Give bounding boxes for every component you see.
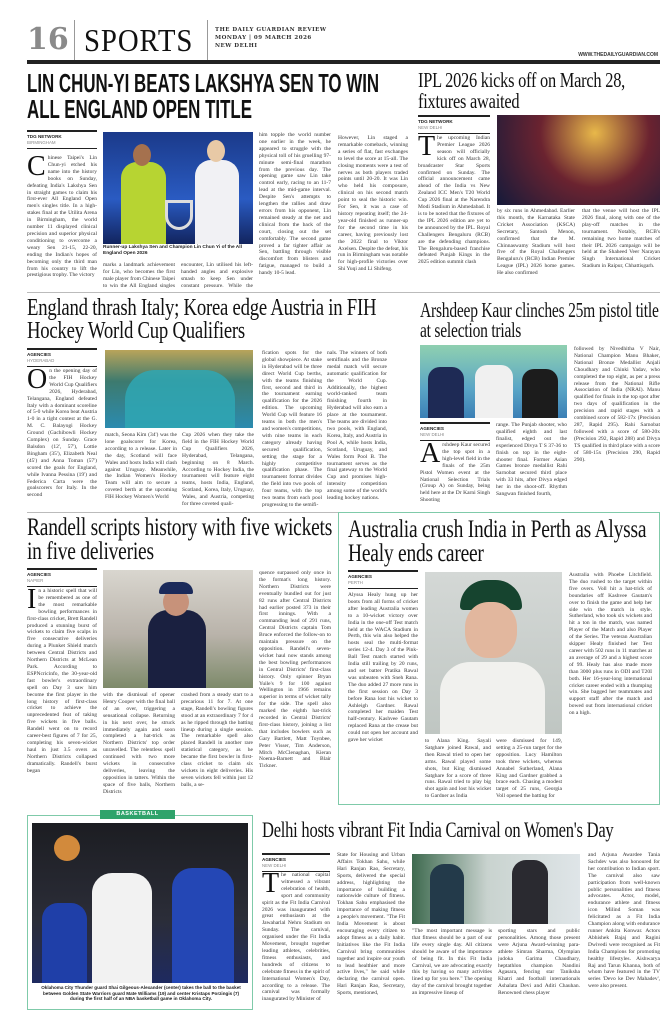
dateline: NEW DELHI — [262, 863, 330, 872]
dateline: HYDERABAD — [27, 358, 97, 367]
dateline: NAPIER — [27, 578, 97, 587]
basketball-game-photo — [32, 823, 248, 983]
lakshya-lin-photo — [103, 132, 253, 244]
city: NEW DELHI — [215, 43, 258, 49]
article-body: and Arjuna Awardee Tania Sachdev was also honoured for her contribution to Indian sport. The carnival also saw participation from well-known public personalities and fitness advocates. Actor, model, endurance athlete and fitness icon Milind Soman was felicitated as a Fit India Champion along with endurance runner Ankita Konwar. Actors Abhishek Bajaj and Ragini Dwivedi were recognised as Fit India Champions for promoting healthy lifestyles. Aishwarya Raj and Tarun Khanna, both of whom have featured in the TV series 'Devo ke Dev Mahadev', were also present. — [588, 852, 660, 990]
agency: AGENCIES — [27, 352, 51, 357]
photo-caption: Runner-up Lakshya Sen and Champion Lin Chun Yi of the All England Open 2026 — [103, 245, 242, 256]
article-body — [420, 442, 490, 510]
divider — [207, 20, 208, 60]
article-body — [27, 155, 97, 290]
article-body: Australia with Phoebe Litchfield. The duo rushed to the target within five overs. Voll hit a hat-trick of boundaries off Kashvee Gautam's over to finish the game and help her side win the match in style. Sutherland, who took six wickets and hit a ton in the match, was named Player of the Match and also Player of the Series. The veteran Australian skipper Healy finished her Test career with 502 runs in 11 matches at an average of 29 and a highest score of 99. Healy has also made more than 3000 plus runs in ODI and T20I both. Her 16-year-long international cricket career ended with a thumping win. She bagged her teammates and support staff after the match and bowed out from international cricket on a high. — [569, 572, 652, 717]
lead-headline: LIN CHUN-YI BEATS LAKSHYA SEN TO WIN ALL ENGLAND OPEN TITLE — [27, 68, 380, 124]
drop-cap: A — [420, 442, 441, 469]
agency: AGENCIES — [27, 572, 51, 577]
article-body — [27, 368, 97, 510]
dateline: NEW DELHI — [418, 125, 490, 134]
issue-date: MONDAY | 09 MARCH 2026 — [215, 35, 312, 41]
dateline: BIRMINGHAM — [27, 140, 97, 149]
article-body: nals. The winners of both semifinals and the Bronze medal match will secure automatic qualification for the World Cup. Additionally, the highest world-ranked team finishing fourth in Hyderabad will also earn a place at the tournament. The teams are divided into two pools, with England, Korea, Italy, and Austria in Pool A, while hosts India, Scotland, Uruguay, and Wales form Pool B. The tournament serves as the final gateway to the World Cup and promises high-intensity competition among some of the world's leading hockey nations. — [327, 350, 387, 502]
website-link[interactable]: WWW.THEDAILYGUARDIAN.COM — [578, 52, 658, 58]
byline — [27, 348, 97, 367]
byline — [27, 130, 97, 149]
header-rule — [27, 60, 660, 64]
delhi-headline: Delhi hosts vibrant Fit India Carnival on Women's Day — [262, 817, 614, 842]
divider — [74, 20, 75, 60]
article-text: rshdeep Kaur secured the top spot in a high-level field in the finals of the 25m Pistol Women event at the National Selection Trials (Group A) on Sunday, being held here at the Dr Karni Singh Shooting — [420, 442, 490, 504]
article-body: encounter, Lin utilised his left-handed angles and explosive smash to keep Sen under constant pressure. While the — [181, 262, 253, 289]
article-text: hinese Taipei's Lin Chun-yi etched his name into the history books on Sunday, defeating India's Lakshya Sen in straight games to claim his first-ever All England Open men's singles title. In a high-stakes final at the Utilita Arena in Birmingham, the world number 11 displayed clinical precision and superior physical conditioning to overcome a weary Sen 21-15, 22-20, ending the Indian's hopes of becoming only the third man from his country to lift the prestigious trophy. The victory — [27, 155, 97, 279]
article-body: followed by Nivedhitha V Nair, National Champion Manu Bhaker, National Bronze Medallist Anjali Choudhary and Chinki Yadav, who completed the top eight, as per a press release from the National Rifle Association of India (NRAI). Manu qualified for finals in the top spot after two days of qualification in the precision and rapid stages with a combined score of 582-17x (Precision 287, Rapid 295). Rahi Sarnobat followed with a score of 580-20x (Precision 292, Rapid 288) and Divya TS qualified in third place with a score of 580-15x (Precision 290, Rapid 290). — [574, 346, 660, 463]
article-body: State for Housing and Urban Affairs Tokhan Sahu, while Hari Ranjan Rao, Secretary, Sports, delivered the special address, highlighting the importance of building a nationwide culture of fitness. Tokhan Sahu emphasised the importance of making fitness a people's movement. "The Fit India Movement is about encouraging every citizen to adopt fitness as a daily habit. Initiatives like the Fit India Carnival bring communities together and inspire our youth to lead healthier and more active lives," he said while declaring the carnival open. Hari Ranjan Rao, Secretary, Sports, mentioned, — [337, 852, 405, 997]
agency: AGENCIES — [262, 857, 286, 862]
masthead — [215, 26, 327, 50]
fit-india-carnival-photo — [412, 854, 580, 924]
byline — [418, 115, 490, 134]
rcb-celebration-photo — [497, 115, 660, 205]
article-body: that the venue will host the IPL 2026 final, along with one of the play-off matches in the tournament. Notably, RCB's remaining two home matches of their IPL 2026 campaign will be held at the Shaheed Veer Narayan Singh International Cricket Stadium in Raipur, Chhattisgarh. — [582, 208, 660, 270]
article-body — [262, 872, 330, 1022]
article-body: Cup 2026 when they take the field in the FIH Hockey World Cup Qualifiers 2026, Hyderabad, Telangana, beginning on 8 March. According to Hockey India, the tournament will feature eight teams, hosts India, England, Scotland, Korea, Italy, Uruguay, Wales, and Austria, competing for three coveted quali- — [182, 432, 254, 508]
australia-headline: Australia crush India in Perth as Alyssa Healy ends career — [348, 516, 647, 567]
drop-cap: O — [27, 368, 48, 395]
dateline: PERTH — [348, 580, 418, 589]
article-body: "The most important message is that fitness should be a part of our life every single day. All citizens should be aware of the importance of being fit. In this Fit India Carnival, we are advocating exactly this by having so many activities lined up for you here." The opening day of the carnival brought together an impressive lineup of — [412, 928, 492, 997]
article-text: n the opening day of the FIH Hockey World Cup Qualifiers 2026, Hyderabad, Telangana, England defeated Italy with a dominant scoreline of 5-0 while Korea beat Austria 1-0 in a tight contest at the G. M. C. Balayogi Hockey Ground (Gachibowli Hockey Complex) on Sunday. Grace Balsdon (12', 57'), Lottie Bingham (35'), Elizabeth Neal (45') and Anna Toman (57') scored the goals for England, while Ivanna Pessina (19') and Federica Carta were the goalscorers for Italy. In the second — [27, 368, 97, 499]
article-body: range. The Punjab shooter, who qualified eighth and last finalist, edged out the experienced Divya T S 37-36 to finish on top in the eight-shooter final. Former Asian Games bronze medallist Rahi Sarnobat secured third place with 33 hits, after Divya edged her in the shoot-off. Rhythm Sangwan finished fourth, — [496, 422, 567, 498]
photo-caption: Oklahoma City Thunder guard Shai Gilgeous-Alexander (center) takes the ball to the basket between Golden State Warriors guard Mate Williams (19) and center Kristaps Porzingis (7) during the first half of an NBA basketball game in Oklahoma City. — [41, 985, 241, 1002]
article-body: Alyssa Healy hung up her boots from all forms of cricket after leading Australia women to a 10-wicket victory over India in the one-off Test match held at the WACA Stadium in Perth, this win also helped the hosts seal the multi-format series 12-4. Day 3 of the Pink-Ball Test match started with India still trailing by 20 runs, and set batter Pratika Rawal was unbeaten with Sneh Rana. The duo added 27 more runs in the first session on Day 3 before Rana lost his wicket to Ashleigh Gardner. Rawal completed her maiden Test half-century. Kashvee Gautam replaced Rana at the crease but could not open her account and gave her wicket — [348, 592, 418, 744]
randell-photo — [103, 570, 253, 688]
article-body: by six runs in Ahmedabad. Earlier this month, the Karnataka State Cricket Association (KSCA) Secretary, Santosh Menon, confirmed that the M. Chinnaswamy Stadium will host five of the Royal Challengers Bengaluru's (RCB) Indian Premier League (IPL) 2026 home games. He also confirmed — [497, 208, 575, 277]
ipl-headline: IPL 2026 kicks off on March 28, fixtures awaited — [418, 68, 626, 113]
article-body: quence surpassed only once in the format's long history. Northern Districts were eventually bundled out for just 82 runs after Central Districts had earlier posted 373 in their first innings. With a commanding lead of 291 runs, Central Districts captain Tom Bruce enforced the follow-on to maintain pressure on the opposition. Randell's seven-wicket haul now stands among the best bowling performances in Central Districts' first-class history. Only spinner Bryan Yuile's 9 for 100 against Wellington in 1966 remains superior in terms of wicket tally for the side. The spell also marked the eighth hat-trick recorded in Central Districts' first-class history, joining a list that includes bowlers such as Gary Bartlett, Matt Toynbee, Peter Visser, Tim Anderson, Mitch McClenaghan, Kieran Noema-Barnett and Blair Tickner. — [259, 570, 331, 770]
article-body — [27, 588, 97, 800]
byline — [262, 853, 330, 872]
drop-cap: T — [418, 135, 436, 162]
article-body: match, Seona Kim (34') was the lone goalscorer for Korea, according to a release. Later in the day, Scotland will face Wales and hosts India will clash against Uruguay. Meanwhile, the Indian Women's Hockey Team will aim to secure a coveted berth at the upcoming FIH Hockey Women's World — [105, 432, 177, 501]
article-text: he national capital witnessed a vibrant celebration of health, sport and community spirit as the Fit India Carnival 2026 was inaugurated with great enthusiasm at the Jawaharlal Nehru Stadium on Sunday. The carnival, organised under the Fit India Movement, brought together leading athletes, celebrities, fitness enthusiasts, and hundreds of citizens to celebrate fitness in the spirit of International Women's Day, according to a release. The carnival was formally inaugurated by Minister of — [262, 872, 330, 1003]
article-body: However, Lin staged a remarkable comeback, winning a series of flat, fast exchanges to level the score at 15-all. The closing moments were a test of nerves as both players traded points until 20-20. It was Lin who held his composure, clinical on his second match point to seal the historic win. For Sen, it was a case of history repeating itself; the 24-year-old finished as runner-up for the second time in his career, having previously lost the 2022 final to Viktor Axelsen. Despite the defeat, his run in Birmingham was notable for high-profile victories over Shi Yuqi and Li Shifeng. — [338, 135, 408, 273]
drop-cap: C — [27, 155, 46, 182]
article-body: him topple the world number one earlier in the week, he appeared to struggle with the physical toll of his gruelling 97-minute semi-final marathon from the previous day. The opening game saw Lin take control early, racing to an 11-7 lead at the mid-game interval. Despite Sen's attempts to lengthen the rallies and draw errors from his opponent, Lin remained steady at the net and clinical from the back of the court, closing out the set comfortably. The second game proved a far tighter affair as Sen, battling through visible discomfort from blisters and fatigue, managed to build a handy 10-5 lead. — [259, 132, 331, 277]
article-body: crashed from a steady start to a precarious 11 for 7. At one stage, Randell's bowling figures stood at an extraordinary 7 for 4 as he ripped through the batting lineup during a single session. The remarkable spell also placed Randell in another rare statistical category, as he became the first bowler in first-class cricket to claim six wickets in eight deliveries. His seven wickets fell within just 12 balls, a se- — [181, 692, 253, 788]
agency: TDG NETWORK — [27, 134, 62, 139]
hockey-headline: England thrash Italy; Korea edge Austria in FIH Hockey World Cup Qualifiers — [27, 295, 377, 344]
section-title: SPORTS — [84, 22, 194, 58]
divider — [27, 292, 660, 293]
article-body: with the dismissal of opener Henry Cooper with the final ball of an over, triggering a sensational collapse. Returning in his next over, he struck immediately again and soon completed a hat-trick as Northern Districts' top order unravelled. The relentless spell continued with two more wickets in consecutive deliveries, leaving the opposition in tatters. Within the space of five balls, Northern Districts — [103, 692, 175, 795]
dateline: NEW DELHI — [420, 432, 490, 441]
hockey-players-photo — [105, 350, 253, 428]
article-body — [418, 135, 490, 290]
shooters-photo — [420, 345, 567, 418]
article-body: to Alana King. Sayali Satghare joined Rawal, and then Rawal tried to open her arms. Rawal played some shots, but King dismissed Satghare for a score of three runs. Rawal tried to play big shot again and lost his wicket to Gardner as India — [425, 738, 491, 800]
agency: AGENCIES — [420, 426, 444, 431]
byline — [420, 422, 490, 441]
agency: AGENCIES — [348, 574, 372, 579]
arshdeep-headline: Arshdeep Kaur clinches 25m pistol title at selection trials — [420, 298, 659, 342]
drop-cap: T — [262, 872, 280, 899]
randell-headline: Randell scripts history with five wickets in five deliveries — [27, 514, 333, 565]
paper-name: THE DAILY GUARDIAN REVIEW — [215, 27, 327, 33]
article-text: n a historic spell that will be remembered as one of the most remarkable bowling performances in first-class cricket, Brett Randell produced a stunning burst of wickets to claim five scalps in five consecutive deliveries during a Plunket Shield match between Central Districts and Northern Districts at McLean Park. According to ESPNcricinfo, the 30-year-old fast bowler's extraordinary spell on Day 3 saw him become the first player in the long history of first-class cricket to achieve the unprecedented feat of taking five wickets in five balls. Randell went on to record career-best figures of 7 for 25, completing his seven-wicket haul in just 3.5 overs as Northern Districts collapsed dramatically. Randell's burst began — [27, 588, 97, 774]
article-body: sporting stars and public personalities. Among those present were Arjuna Award-winning para-athlete Simran Sharma, Olympian judoka Garima Chaudhary, heptathlon champion Nandini Agasara, fencing star Taniksha Khatri and football internationals Ashalata Devi and Aditi Chauhan. Renowned chess player — [498, 928, 580, 997]
byline — [348, 570, 418, 589]
byline — [27, 568, 97, 587]
agency: TDG NETWORK — [418, 119, 453, 124]
basketball-tag: BASKETBALL — [100, 810, 175, 819]
article-body: marks a landmark achievement for Lin, who becomes the first male player from Chinese Taipei to win the All England singles — [103, 262, 175, 289]
article-text: he upcoming Indian Premier League 2026 season will officially kick off on March 28, broadcaster Star Sports confirmed on Sunday. The official announcement came ahead of the India vs New Zealand ICC Men's T20 World Cup 2026 final at the Narendra Modi Stadium in Ahmedabad. It is to be noted that the fixtures of the IPL 2026 edition are yet to be announced by the IPL. Royal Challengers Bengaluru (RCB) are the defending champions. The Bengaluru-based franchise defeated Punjab Kings in the 2025 edition summit clash — [418, 135, 490, 266]
alyssa-healy-photo — [425, 572, 562, 734]
article-body: were dismissed for 149, setting a 25-run target for the opposition. Lucy Hamilton took three wickets, whereas Annabel Sutherland, Alana King and Gardner grabbed a brace each. Chasing a modest target of 25 runs, Georgia Voll opened the batting for — [496, 738, 562, 800]
article-body: fication spots for the global showpiece. At stake in Hyderabad will be three direct World Cup berths, with the teams finishing first, second and third in the tournament earning qualification for the 2026 edition. The upcoming World Cup will feature 16 teams in both the men's and women's competitions, with nine teams in each category already having secured qualification, setting the stage for a highly competitive qualification phase. The tournament format divides the field into two pools of four teams, with the top two teams from each pool progressing to the semifi- — [262, 350, 322, 508]
drop-cap: I — [27, 588, 37, 615]
page-number: 16 — [27, 22, 69, 57]
